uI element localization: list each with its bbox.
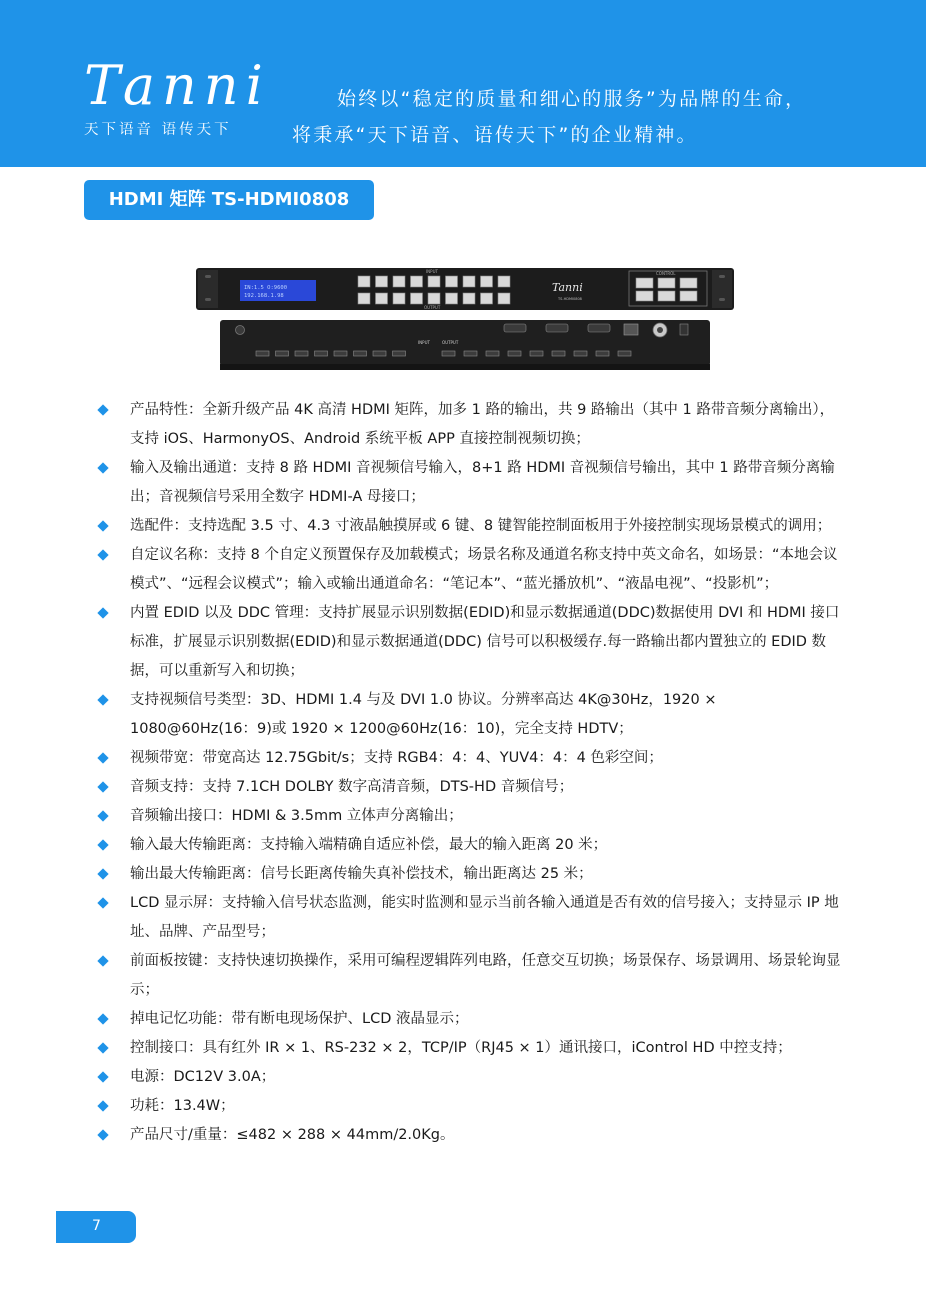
hdmi-matrix-device-image [196,264,736,376]
rear-input-hdmi-port [256,351,269,356]
control-panel-button [636,278,653,288]
front-panel-button [428,276,440,287]
feature-item: 功耗：13.4W； [96,1092,841,1121]
rear-input-hdmi-port [354,351,367,356]
rear-output-label: OUTPUT [442,340,459,345]
front-output-label: OUTPUT [424,305,441,310]
rear-input-hdmi-port [334,351,347,356]
front-panel-button [358,293,370,304]
control-label: CONTROL [656,271,676,276]
feature-item: 控制接口：具有红外 IR × 1、RS-232 × 2，TCP/IP（RJ45 × 1）通讯接口，iControl HD 中控支持； [96,1034,841,1063]
rear-output-hdmi-port [596,351,609,356]
slogan-line-1: 始终以“稳定的质量和细心的服务”为品牌的生命， [337,88,807,110]
feature-item: 自定议名称：支持 8 个自定义预置保存及加载模式；场景名称及通道名称支持中英文命名，如场景：“本地会议模式”、“远程会议模式”；输入或输出通道命名：“笔记本”、“蓝光播放机”、“液晶电视”、“投影机”； [96,541,841,599]
rear-input-hdmi-port [393,351,406,356]
feature-item: 输出最大传输距离：信号长距离传输失真补偿技术，输出距离达 25 米； [96,860,841,889]
front-panel-button [376,293,388,304]
rear-input-hdmi-port [276,351,289,356]
feature-item: 支持视频信号类型：3D、HDMI 1.4 与及 DVI 1.0 协议。分辨率高达 4K@30Hz，1920 × 1080@60Hz(16：9)或 1920 × 1200@60Hz(16：10)，完全支持 HDTV； [96,686,841,744]
control-panel-button [680,278,697,288]
feature-item: LCD 显示屏：支持输入信号状态监测，能实时监测和显示当前各输入通道是否有效的信号接入；支持显示 IP 地址、品牌、产品型号； [96,889,841,947]
feature-item: 音频输出接口：HDMI & 3.5mm 立体声分离输出； [96,802,841,831]
feature-item: 音频支持：支持 7.1CH DOLBY 数字高清音频，DTS-HD 音频信号； [96,773,841,802]
feature-item: 掉电记忆功能：带有断电现场保护、LCD 液晶显示； [96,1005,841,1034]
device-model: TS-HDMI0808 [558,297,582,301]
rear-output-hdmi-port [530,351,543,356]
rear-output-hdmi-port [442,351,455,356]
front-panel-button [463,293,475,304]
header-banner [0,0,926,167]
control-panel-button [658,278,675,288]
control-panel-button [680,291,697,301]
feature-item: 前面板按键：支持快速切换操作，采用可编程逻辑阵列电路，任意交互切换；场景保存、场景调用、场景轮询显示； [96,947,841,1005]
front-panel-button [376,276,388,287]
front-panel-button [358,276,370,287]
front-panel-button [393,276,405,287]
device-front-panel [196,268,734,310]
rear-output-hdmi-port [464,351,477,356]
control-panel-button [636,291,653,301]
feature-item: 电源：DC12V 3.0A； [96,1063,841,1092]
front-panel-button [463,276,475,287]
rear-input-hdmi-port [295,351,308,356]
feature-list [96,396,841,1150]
rear-output-hdmi-port [486,351,499,356]
lcd-line-1: IN:1.5 O:9600 [244,285,288,291]
rear-output-hdmi-port [552,351,565,356]
feature-item: 选配件：支持选配 3.5 寸、4.3 寸液晶触摸屏或 6 键、8 键智能控制面板用于外接控制实现场景模式的调用； [96,512,841,541]
front-input-label: INPUT [426,269,438,274]
device-brand: Tanni [552,281,583,294]
front-panel-button [411,293,423,304]
feature-item: 产品尺寸/重量：≤482 × 288 × 44mm/2.0Kg。 [96,1121,841,1150]
front-panel-button [481,293,493,304]
front-panel-button [498,293,510,304]
lcd-line-2: 192.168.1.98 [244,293,284,299]
front-panel-button [498,276,510,287]
page-number: 7 [92,1218,101,1234]
rear-input-hdmi-port [315,351,328,356]
front-panel-button [411,276,423,287]
rear-input-label: INPUT [418,340,430,345]
control-panel-button [658,291,675,301]
page-number-tab [56,1211,136,1243]
feature-item: 产品特性：全新升级产品 4K 高清 HDMI 矩阵，加多 1 路的输出，共 9 路输出（其中 1 路带音频分离输出），支持 iOS、HarmonyOS、Android 系统平板 APP 直接控制视频切换； [96,396,841,454]
device-rear-panel [220,320,710,370]
front-panel-button [393,293,405,304]
rear-output-hdmi-port [618,351,631,356]
tanni-logo [84,54,270,139]
logo-wordmark: Tanni [84,54,270,117]
feature-item: 视频带宽：带宽高达 12.75Gbit/s；支持 RGB4：4：4、YUV4：4：4 色彩空间； [96,744,841,773]
product-title: HDMI 矩阵 TS-HDMI0808 [84,180,374,220]
rear-output-hdmi-port [508,351,521,356]
slogan-line-2: 将秉承“天下语音、语传天下”的企业精神。 [292,124,698,146]
front-panel-button [428,293,440,304]
front-panel-button [446,276,458,287]
feature-item: 内置 EDID 以及 DDC 管理：支持扩展显示识别数据(EDID)和显示数据通道(DDC)数据使用 DVI 和 HDMI 接口标准，扩展显示识别数据(EDID)和显示数据通道(DDC) 信号可以积极缓存.每一路输出都内置独立的 EDID 数据，可以重新写入和切换； [96,599,841,686]
rear-input-hdmi-port [373,351,386,356]
feature-item: 输入及输出通道：支持 8 路 HDMI 音视频信号输入，8+1 路 HDMI 音视频信号输出，其中 1 路带音频分离输出；音视频信号采用全数字 HDMI-A 母接口； [96,454,841,512]
logo-slogan: 天下语音 语传天下 [84,122,232,138]
front-panel-button [446,293,458,304]
feature-item: 输入最大传输距离：支持输入端精确自适应补偿，最大的输入距离 20 米； [96,831,841,860]
rear-output-hdmi-port [574,351,587,356]
front-panel-button [481,276,493,287]
